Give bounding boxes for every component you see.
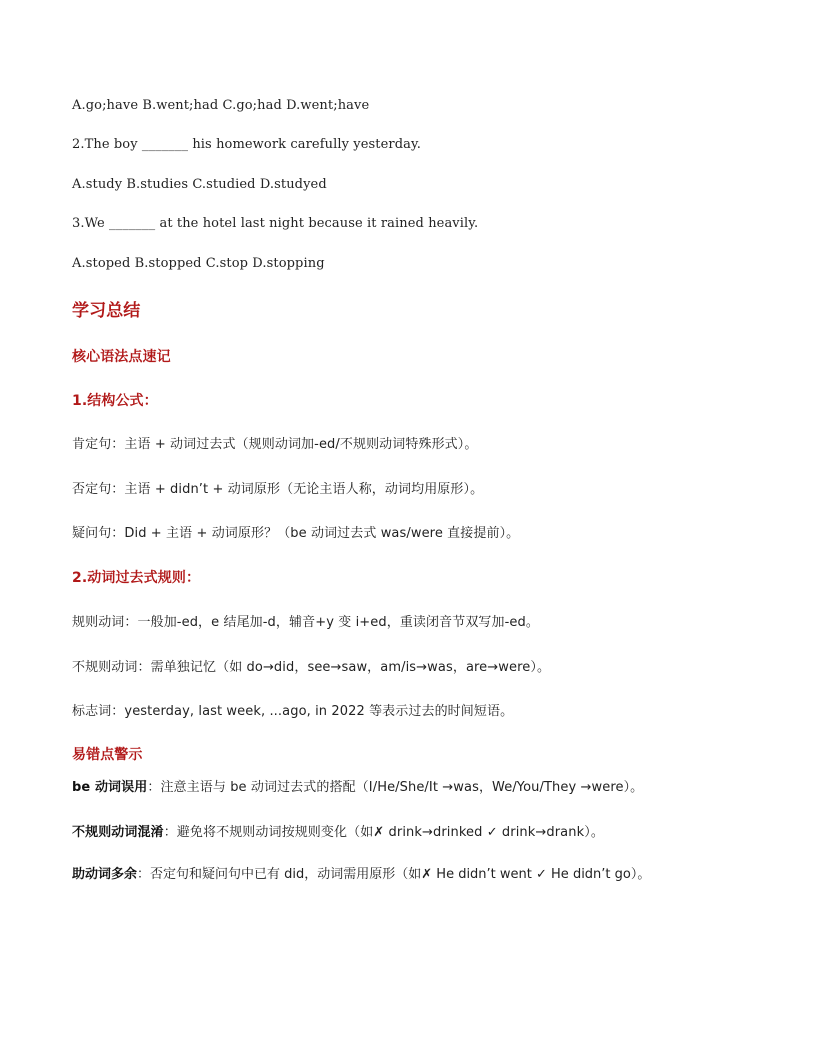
- negative-sentence-rule: 否定句：主语 + didn’t + 动词原形（无论主语人称，动词均用原形）。: [72, 482, 484, 497]
- positive-sentence-rule: 肯定句：主语 + 动词过去式（规则动词加-ed/不规则动词特殊形式）。: [72, 437, 478, 452]
- past-tense-rules-title: 2.动词过去式规则：: [72, 570, 201, 586]
- structure-formula-title: 1.结构公式：: [72, 393, 158, 409]
- error-be-verb-label: be 动词误用: [72, 780, 148, 795]
- common-errors-title: 易错点警示: [72, 747, 143, 763]
- q3-stem: 3.We _______ at the hotel last night because it rained heavily.: [72, 216, 479, 231]
- error-be-verb: [72, 776, 643, 795]
- q2-stem: 2.The boy _______ his homework carefully yesterday.: [72, 137, 421, 152]
- error-auxiliary-verb-text: ：否定句和疑问句中已有 did，动词需用原形（如✗ He didn’t went ✓ He didn’t go）。: [137, 867, 651, 882]
- q1-options: A.go;have B.went;had C.go;had D.went;have: [72, 98, 370, 113]
- summary-title: 学习总结: [72, 301, 141, 321]
- irregular-verb-rule: 不规则动词：需单独记忆（如 do→did，see→saw，am/is→was，are→were）。: [72, 660, 551, 675]
- time-markers-rule: 标志词：yesterday, last week, ...ago, in 2022 等表示过去的时间短语。: [72, 704, 514, 719]
- error-auxiliary-verb-label: 助动词多余: [72, 867, 138, 882]
- core-grammar-title: 核心语法点速记: [72, 349, 171, 365]
- q2-options: A.study B.studies C.studied D.studyed: [72, 177, 327, 192]
- error-irregular-verb-text: ：避免将不规则动词按规则变化（如✗ drink→drinked ✓ drink→drank）。: [163, 825, 604, 840]
- error-irregular-verb-label: 不规则动词混淆: [72, 825, 164, 840]
- regular-verb-rule: 规则动词：一般加-ed，e 结尾加-d，辅音+y 变 i+ed，重读闭音节双写加-ed。: [72, 615, 539, 630]
- question-sentence-rule: 疑问句：Did + 主语 + 动词原形？（be 动词过去式 was/were 直接提前）。: [72, 526, 520, 541]
- error-irregular-verb: [72, 821, 604, 840]
- error-be-verb-text: ：注意主语与 be 动词过去式的搭配（I/He/She/It →was，We/You/They →were）。: [147, 780, 644, 795]
- error-auxiliary-verb: [72, 859, 744, 890]
- q3-options: A.stoped B.stopped C.stop D.stopping: [72, 256, 325, 271]
